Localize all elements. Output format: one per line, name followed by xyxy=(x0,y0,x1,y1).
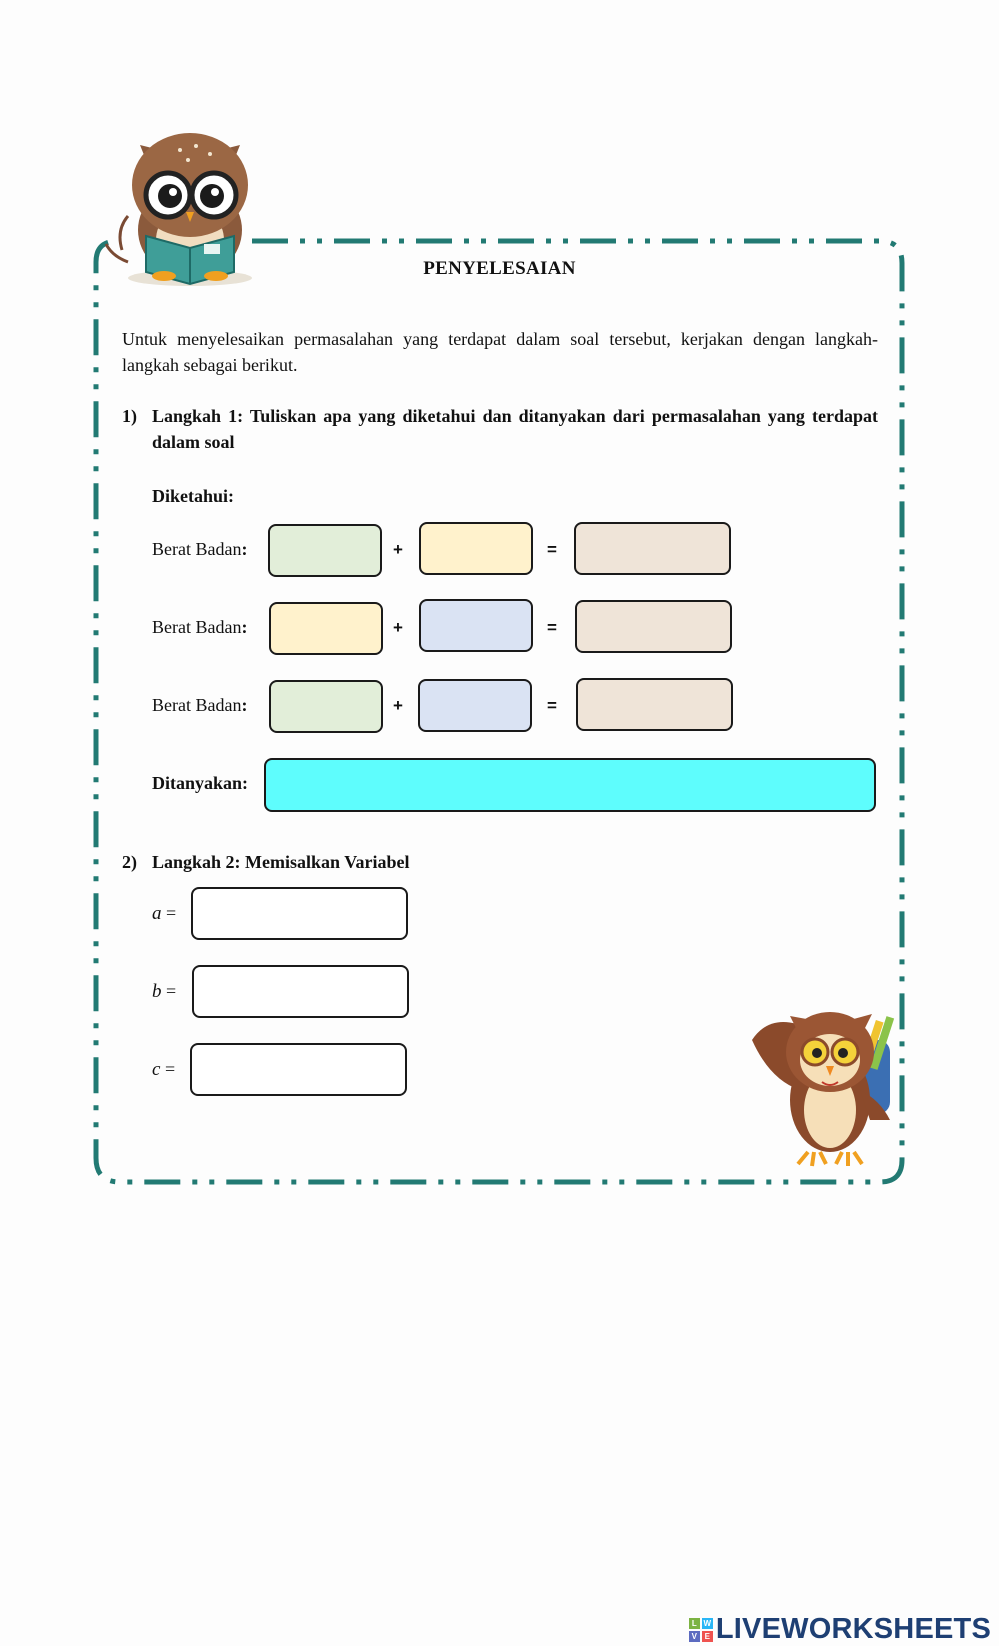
step-2-text: Langkah 2: Memisalkan Variabel xyxy=(152,852,410,872)
step-2 xyxy=(122,849,878,877)
row-1-plus: + xyxy=(393,540,403,559)
var-c-label: c = xyxy=(152,1059,176,1080)
step-1-number: 1) xyxy=(122,406,137,426)
row-2-label: Berat Badan: xyxy=(152,617,248,637)
liveworksheets-logo[interactable] xyxy=(689,1613,991,1646)
var-c-input[interactable] xyxy=(190,1043,407,1096)
var-a-label: a = xyxy=(152,903,177,924)
var-a-input[interactable] xyxy=(191,887,408,940)
asked-label: Ditanyakan: xyxy=(152,773,249,793)
row-3-plus: + xyxy=(393,696,403,715)
row-1-label: Berat Badan: xyxy=(152,539,248,559)
row-2-input-a[interactable] xyxy=(269,602,383,655)
liveworksheets-logo-icon: L W V E xyxy=(689,1618,713,1642)
row-3-input-result[interactable] xyxy=(576,678,733,731)
intro-text: Untuk menyelesaikan permasalahan yang terdapat dalam soal tersebut, kerjakan dengan langkah-langkah sebagai berikut. xyxy=(122,329,878,375)
row-2-input-result[interactable] xyxy=(575,600,732,653)
var-b-input[interactable] xyxy=(192,965,409,1018)
step-2-number: 2) xyxy=(122,852,137,872)
row-3-input-a[interactable] xyxy=(269,680,383,733)
var-b-label: b = xyxy=(152,981,177,1002)
asked-input[interactable] xyxy=(264,758,876,812)
row-2-equals: = xyxy=(547,618,557,637)
page-title: PENYELESAIAN xyxy=(423,258,576,279)
row-3-label: Berat Badan: xyxy=(152,695,248,715)
row-1-input-a[interactable] xyxy=(268,524,382,577)
known-label: Diketahui: xyxy=(152,486,235,506)
row-3-equals: = xyxy=(547,696,557,715)
step-1 xyxy=(122,403,878,463)
owl-backpack-icon xyxy=(752,1012,894,1166)
row-1-input-b[interactable] xyxy=(419,522,533,575)
row-2-input-b[interactable] xyxy=(419,599,533,652)
row-1-equals: = xyxy=(547,540,557,559)
step-1-text: Langkah 1: Tuliskan apa yang diketahui dan ditanyakan dari permasalahan yang terdapat dalam soal xyxy=(152,406,878,452)
row-2-plus: + xyxy=(393,618,403,637)
row-1-input-result[interactable] xyxy=(574,522,731,575)
logo-text: LIVEWORKSHEETS xyxy=(715,1613,991,1645)
row-3-input-b[interactable] xyxy=(418,679,532,732)
